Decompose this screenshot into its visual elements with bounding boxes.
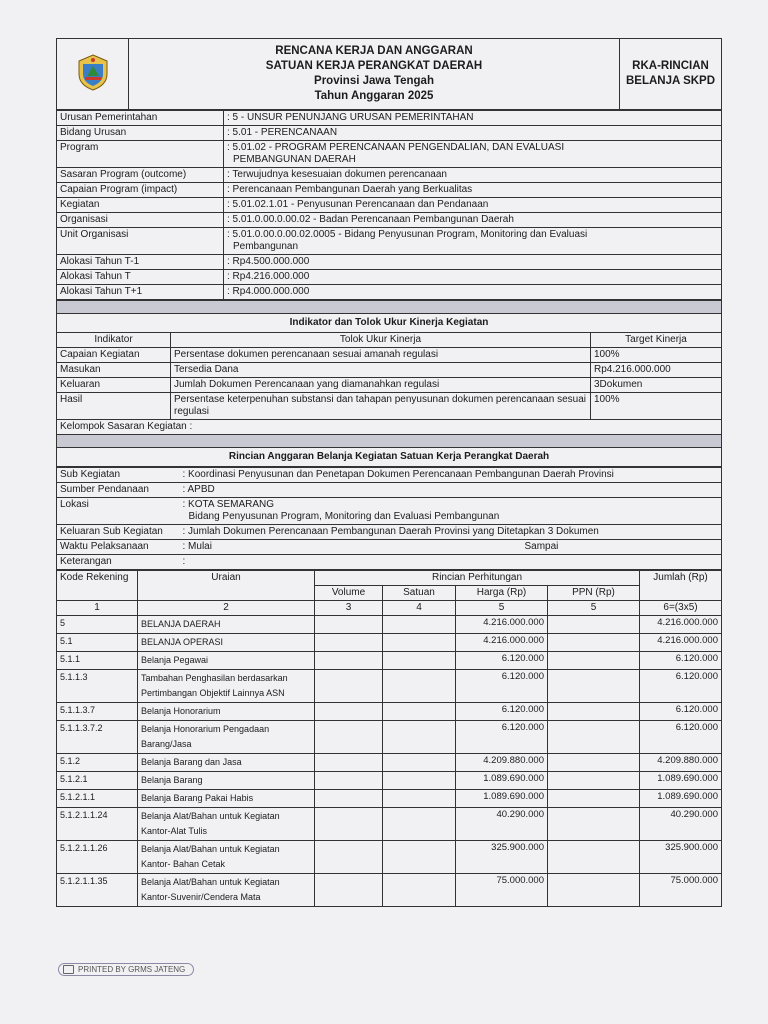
- budget-volume: [315, 616, 383, 634]
- info-value-text: : Rp4.000.000.000: [227, 286, 310, 297]
- budget-satuan: [383, 652, 456, 670]
- budget-satuan: [383, 754, 456, 772]
- info-row: [57, 141, 722, 168]
- budget-harga: 6.120.000: [456, 703, 548, 721]
- info-row: [57, 168, 722, 183]
- budget-ppn: [548, 808, 640, 841]
- budget-row: [57, 616, 722, 634]
- info-row: [57, 228, 722, 255]
- budget-row: [57, 652, 722, 670]
- budget-harga: 40.290.000: [456, 808, 548, 841]
- h-ppn: PPN (Rp): [548, 586, 640, 601]
- budget-jumlah: 325.900.000: [640, 841, 722, 874]
- budget-jumlah: 40.290.000: [640, 808, 722, 841]
- indikator-target: 100%: [590, 348, 721, 363]
- budget-kode: 5.1.2.1.1.35: [57, 874, 138, 907]
- info-value-cont: PEMBANGUNAN DAERAH: [233, 154, 356, 165]
- budget-uraian: Belanja Alat/Bahan untuk Kegiatan Kantor-Suvenir/Cendera Mata: [138, 874, 315, 907]
- budget-row: [57, 874, 722, 907]
- budget-satuan: [383, 772, 456, 790]
- indikator-row: [57, 363, 722, 378]
- budget-satuan: [383, 808, 456, 841]
- doc-type-2: BELANJA SKPD: [625, 75, 716, 87]
- indikator-ind: Hasil: [57, 393, 171, 420]
- h-volume: Volume: [315, 586, 383, 601]
- header-province: Provinsi Jawa Tengah: [314, 75, 434, 87]
- budget-harga: 6.120.000: [456, 721, 548, 754]
- budget-kode: 5.1.1: [57, 652, 138, 670]
- budget-kode: 5.1.2: [57, 754, 138, 772]
- budget-harga: 6.120.000: [456, 670, 548, 703]
- budget-row: [57, 703, 722, 721]
- info-row: [57, 270, 722, 285]
- info-value: [224, 111, 722, 126]
- col-number: 2: [138, 601, 315, 616]
- budget-row: [57, 670, 722, 703]
- header-year: Tahun Anggaran 2025: [314, 90, 434, 102]
- budget-harga: 4.216.000.000: [456, 616, 548, 634]
- budget-volume: [315, 670, 383, 703]
- info-row: [57, 111, 722, 126]
- info-row: [57, 255, 722, 270]
- info-value: [224, 183, 722, 198]
- budget-jumlah: 4.209.880.000: [640, 754, 722, 772]
- budget-ppn: [548, 670, 640, 703]
- lokasi-city: : KOTA SEMARANG: [182, 499, 274, 510]
- budget-uraian: Tambahan Penghasilan berdasarkan Pertimbangan Objektif Lainnya ASN: [138, 670, 315, 703]
- h-uraian: Uraian: [138, 571, 315, 601]
- budget-harga: 4.209.880.000: [456, 754, 548, 772]
- waktu-sampai: Sampai: [522, 540, 722, 555]
- budget-harga: 4.216.000.000: [456, 634, 548, 652]
- budget-ppn: [548, 841, 640, 874]
- budget-satuan: [383, 790, 456, 808]
- budget-kode: 5.1: [57, 634, 138, 652]
- info-label: Sasaran Program (outcome): [57, 168, 224, 183]
- budget-jumlah: 6.120.000: [640, 703, 722, 721]
- rincian-info-table: [56, 467, 722, 570]
- kelompok-sasaran: Kelompok Sasaran Kegiatan :: [57, 420, 722, 435]
- info-label: Bidang Urusan: [57, 126, 224, 141]
- budget-ppn: [548, 616, 640, 634]
- waktu-mulai: : Mulai: [180, 540, 522, 555]
- doc-type-1: RKA-RINCIAN: [632, 60, 709, 72]
- col-indikator: Indikator: [57, 333, 171, 348]
- budget-jumlah: 6.120.000: [640, 670, 722, 703]
- budget-ppn: [548, 790, 640, 808]
- keluaran-label: Keluaran Sub Kegiatan: [57, 525, 180, 540]
- header-titles: [129, 39, 620, 110]
- budget-volume: [315, 754, 383, 772]
- budget-jumlah: 4.216.000.000: [640, 634, 722, 652]
- indikator-row: [57, 348, 722, 363]
- logo-cell: [57, 39, 129, 110]
- budget-ppn: [548, 772, 640, 790]
- info-label: Alokasi Tahun T: [57, 270, 224, 285]
- info-row: [57, 198, 722, 213]
- col-target: Target Kinerja: [590, 333, 721, 348]
- budget-row: [57, 772, 722, 790]
- info-value: [224, 126, 722, 141]
- h-kode: Kode Rekening: [57, 571, 138, 601]
- info-value-text: : 5.01.0.00.0.00.02.0005 - Bidang Penyusunan Program, Monitoring dan Evaluasi: [227, 229, 588, 240]
- info-label: Alokasi Tahun T+1: [57, 285, 224, 300]
- col-number: 3: [315, 601, 383, 616]
- budget-row: [57, 721, 722, 754]
- budget-volume: [315, 790, 383, 808]
- document-header: [56, 38, 722, 110]
- budget-volume: [315, 652, 383, 670]
- province-logo-icon: [73, 52, 113, 92]
- info-label: Alokasi Tahun T-1: [57, 255, 224, 270]
- budget-ppn: [548, 634, 640, 652]
- budget-jumlah: 6.120.000: [640, 721, 722, 754]
- h-satuan: Satuan: [383, 586, 456, 601]
- budget-satuan: [383, 616, 456, 634]
- budget-jumlah: 1.089.690.000: [640, 772, 722, 790]
- indikator-ind: Capaian Kegiatan: [57, 348, 171, 363]
- info-value-text: : Terwujudnya kesesuaian dokumen perencanaan: [227, 169, 447, 180]
- info-value: [224, 168, 722, 183]
- keterangan-value: :: [180, 555, 722, 570]
- budget-row: [57, 754, 722, 772]
- budget-jumlah: 4.216.000.000: [640, 616, 722, 634]
- budget-kode: 5.1.1.3.7.2: [57, 721, 138, 754]
- budget-row: [57, 790, 722, 808]
- budget-satuan: [383, 721, 456, 754]
- indikator-target: 3Dokumen: [590, 378, 721, 393]
- lokasi-unit: Bidang Penyusunan Program, Monitoring dan Evaluasi Pembangunan: [188, 511, 500, 522]
- info-value: [224, 270, 722, 285]
- indikator-ind: Masukan: [57, 363, 171, 378]
- sumber-value: : APBD: [180, 483, 722, 498]
- budget-ppn: [548, 754, 640, 772]
- info-table: [56, 110, 722, 300]
- sub-kegiatan-value: : Koordinasi Penyusunan dan Penetapan Dokumen Perencanaan Pembangunan Daerah Provinsi: [180, 468, 722, 483]
- info-value: [224, 255, 722, 270]
- budget-volume: [315, 721, 383, 754]
- info-value-text: : Perencanaan Pembangunan Daerah yang Berkualitas: [227, 184, 473, 195]
- sub-kegiatan-label: Sub Kegiatan: [57, 468, 180, 483]
- budget-uraian: Belanja Pegawai: [138, 652, 315, 670]
- info-label: Organisasi: [57, 213, 224, 228]
- budget-kode: 5.1.1.3.7: [57, 703, 138, 721]
- budget-kode: 5.1.2.1.1.24: [57, 808, 138, 841]
- budget-satuan: [383, 703, 456, 721]
- budget-jumlah: 1.089.690.000: [640, 790, 722, 808]
- indikator-tolok: Persentase keterpenuhan substansi dan tahapan penyusunan dokumen perencanaan sesuai regulasi: [171, 393, 591, 420]
- budget-volume: [315, 703, 383, 721]
- info-value-text: : Rp4.500.000.000: [227, 256, 310, 267]
- budget-satuan: [383, 874, 456, 907]
- info-value: [224, 141, 722, 168]
- info-value-text: : Rp4.216.000.000: [227, 271, 310, 282]
- indikator-row: [57, 393, 722, 420]
- lokasi-label: Lokasi: [57, 498, 180, 525]
- indikator-table: [56, 300, 722, 467]
- budget-uraian: Belanja Alat/Bahan untuk Kegiatan Kantor-Alat Tulis: [138, 808, 315, 841]
- info-value: [224, 228, 722, 255]
- info-row: [57, 183, 722, 198]
- info-label: Program: [57, 141, 224, 168]
- budget-ppn: [548, 652, 640, 670]
- budget-volume: [315, 874, 383, 907]
- budget-row: [57, 841, 722, 874]
- budget-ppn: [548, 874, 640, 907]
- h-rincian: Rincian Perhitungan: [315, 571, 640, 586]
- budget-kode: 5.1.1.3: [57, 670, 138, 703]
- info-value: [224, 198, 722, 213]
- budget-kode: 5.1.2.1.1: [57, 790, 138, 808]
- indikator-title: Indikator dan Tolok Ukur Kinerja Kegiatan: [57, 314, 722, 333]
- col-tolok-ukur: Tolok Ukur Kinerja: [171, 333, 591, 348]
- info-value-text: : 5 - UNSUR PENUNJANG URUSAN PEMERINTAHAN: [227, 112, 474, 123]
- printed-badge: [58, 963, 194, 976]
- separator-bar: [57, 435, 722, 448]
- indikator-target: 100%: [590, 393, 721, 420]
- h-harga: Harga (Rp): [456, 586, 548, 601]
- col-number: 5: [548, 601, 640, 616]
- indikator-tolok: Persentase dokumen perencanaan sesuai amanah regulasi: [171, 348, 591, 363]
- indikator-tolok: Jumlah Dokumen Perencanaan yang diamanahkan regulasi: [171, 378, 591, 393]
- budget-volume: [315, 841, 383, 874]
- header-title-1: RENCANA KERJA DAN ANGGARAN: [275, 45, 473, 57]
- h-jumlah: Jumlah (Rp): [640, 571, 722, 601]
- keterangan-label: Keterangan: [57, 555, 180, 570]
- budget-harga: 1.089.690.000: [456, 790, 548, 808]
- budget-harga: 325.900.000: [456, 841, 548, 874]
- info-label: Urusan Pemerintahan: [57, 111, 224, 126]
- printed-label: PRINTED BY GRMS JATENG: [78, 965, 186, 974]
- rka-document: [56, 38, 722, 907]
- budget-kode: 5: [57, 616, 138, 634]
- budget-satuan: [383, 634, 456, 652]
- budget-harga: 75.000.000: [456, 874, 548, 907]
- indikator-ind: Keluaran: [57, 378, 171, 393]
- budget-table: [56, 570, 722, 907]
- info-label: Unit Organisasi: [57, 228, 224, 255]
- indikator-tolok: Tersedia Dana: [171, 363, 591, 378]
- budget-uraian: Belanja Alat/Bahan untuk Kegiatan Kantor- Bahan Cetak: [138, 841, 315, 874]
- col-number: 6=(3x5): [640, 601, 722, 616]
- lokasi-value: [180, 498, 722, 525]
- budget-row: [57, 634, 722, 652]
- info-row: [57, 126, 722, 141]
- indikator-row: [57, 378, 722, 393]
- col-number: 5: [456, 601, 548, 616]
- info-value: [224, 285, 722, 300]
- rincian-title: Rincian Anggaran Belanja Kegiatan Satuan Kerja Perangkat Daerah: [57, 448, 722, 467]
- separator-bar: [57, 301, 722, 314]
- budget-jumlah: 75.000.000: [640, 874, 722, 907]
- indikator-target: Rp4.216.000.000: [590, 363, 721, 378]
- info-value: [224, 213, 722, 228]
- budget-ppn: [548, 703, 640, 721]
- info-value-text: : 5.01 - PERENCANAAN: [227, 127, 338, 138]
- budget-harga: 1.089.690.000: [456, 772, 548, 790]
- budget-uraian: Belanja Barang: [138, 772, 315, 790]
- budget-uraian: BELANJA OPERASI: [138, 634, 315, 652]
- budget-uraian: Belanja Barang dan Jasa: [138, 754, 315, 772]
- col-number: 4: [383, 601, 456, 616]
- budget-jumlah: 6.120.000: [640, 652, 722, 670]
- info-label: Capaian Program (impact): [57, 183, 224, 198]
- budget-kode: 5.1.2.1.1.26: [57, 841, 138, 874]
- budget-volume: [315, 808, 383, 841]
- budget-satuan: [383, 841, 456, 874]
- keluaran-value: : Jumlah Dokumen Perencanaan Pembangunan Daerah Provinsi yang Ditetapkan 3 Dokumen: [180, 525, 722, 540]
- budget-row: [57, 808, 722, 841]
- col-number: 1: [57, 601, 138, 616]
- info-row: [57, 285, 722, 300]
- header-doc-type: [620, 39, 722, 110]
- budget-ppn: [548, 721, 640, 754]
- info-label: Kegiatan: [57, 198, 224, 213]
- budget-kode: 5.1.2.1: [57, 772, 138, 790]
- sumber-label: Sumber Pendanaan: [57, 483, 180, 498]
- budget-uraian: Belanja Honorarium Pengadaan Barang/Jasa: [138, 721, 315, 754]
- info-value-text: : 5.01.02.1.01 - Penyusunan Perencanaan dan Pendanaan: [227, 199, 489, 210]
- printer-icon: [63, 965, 74, 974]
- budget-volume: [315, 772, 383, 790]
- header-title-2: SATUAN KERJA PERANGKAT DAERAH: [265, 60, 483, 72]
- info-value-text: : 5.01.02 - PROGRAM PERENCANAAN PENGENDALIAN, DAN EVALUASI: [227, 142, 565, 153]
- budget-harga: 6.120.000: [456, 652, 548, 670]
- info-row: [57, 213, 722, 228]
- budget-satuan: [383, 670, 456, 703]
- budget-uraian: BELANJA DAERAH: [138, 616, 315, 634]
- budget-volume: [315, 634, 383, 652]
- info-value-cont: Pembangunan: [233, 241, 299, 252]
- budget-uraian: Belanja Honorarium: [138, 703, 315, 721]
- info-value-text: : 5.01.0.00.0.00.02 - Badan Perencanaan Pembangunan Daerah: [227, 214, 514, 225]
- budget-uraian: Belanja Barang Pakai Habis: [138, 790, 315, 808]
- waktu-label: Waktu Pelaksanaan: [57, 540, 180, 555]
